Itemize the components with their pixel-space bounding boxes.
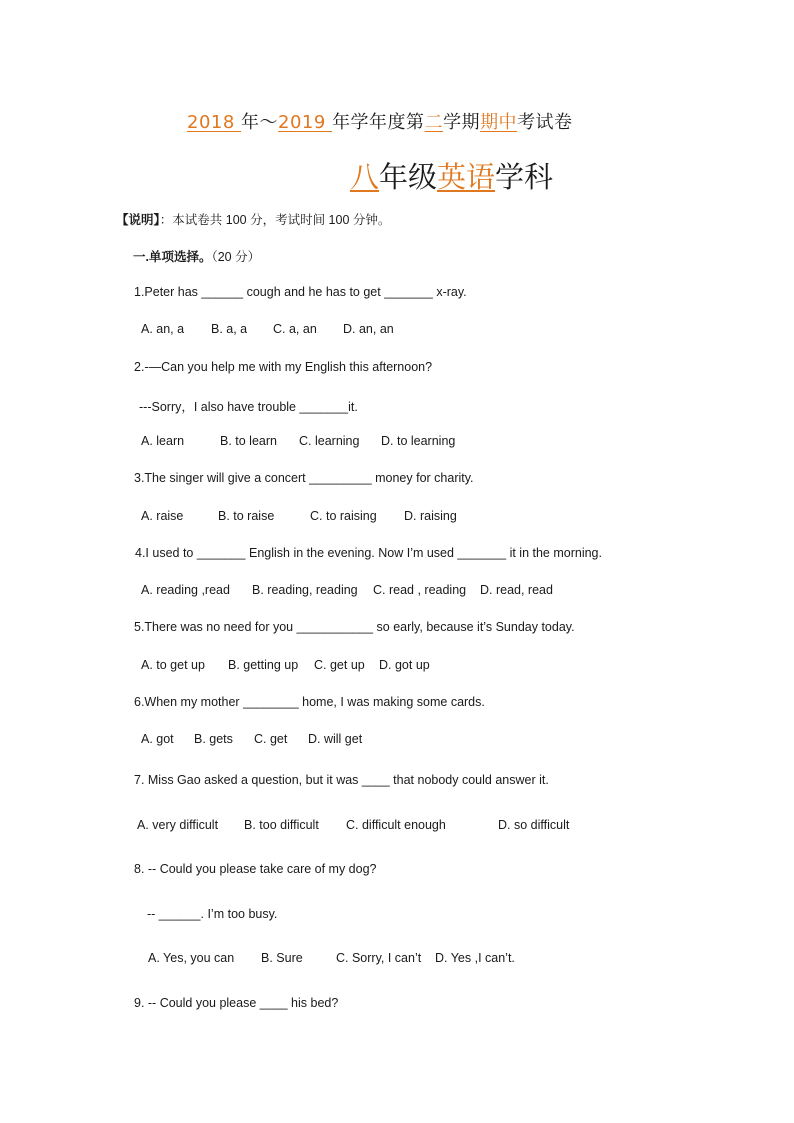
- question-9-stem: 9. -- Could you please ____ his bed?: [134, 996, 339, 1010]
- subtitle-subject: 英语: [437, 160, 496, 194]
- title-term: 二: [424, 112, 444, 133]
- question-8-options: [148, 951, 515, 965]
- option: B. reading, reading: [252, 583, 358, 597]
- question-2-response: ---Sorry，I also have trouble _______it.: [139, 400, 358, 414]
- option: A. got: [141, 732, 174, 746]
- instruction-text: ：本试卷共 100 分，考试时间 100 分钟。: [159, 213, 391, 227]
- title-xueqi: 学期: [443, 112, 481, 133]
- question-1-options: [141, 322, 394, 336]
- section-heading-text: 一.单项选择。: [133, 250, 212, 264]
- question-4-options: [141, 583, 553, 597]
- question-3-options: [141, 509, 457, 523]
- question-5-stem: 5.There was no need for you ___________ so early, because it’s Sunday today.: [134, 620, 575, 634]
- grade-subject-title: [350, 155, 553, 196]
- option: C. learning: [299, 434, 360, 448]
- option: A. an, a: [141, 322, 185, 336]
- option: A. reading ,read: [141, 583, 230, 597]
- option: B. Sure: [261, 951, 303, 965]
- option: D. will get: [308, 732, 363, 746]
- option: C. a, an: [273, 322, 317, 336]
- option: B. to learn: [220, 434, 277, 448]
- exam-title: [187, 108, 573, 134]
- question-6-options: [141, 732, 362, 746]
- question-3-stem: 3.The singer will give a concert _________ money for charity.: [134, 471, 474, 485]
- option: C. get: [254, 732, 288, 746]
- question-7-stem: 7. Miss Gao asked a question, but it was ____ that nobody could answer it.: [134, 773, 549, 787]
- option: B. getting up: [228, 658, 299, 672]
- option: C. Sorry, I can’t: [336, 951, 422, 965]
- subtitle-nianji: 年级: [379, 160, 438, 194]
- question-8-response: -- ______. I’m too busy.: [147, 907, 278, 921]
- option: D. got up: [379, 658, 430, 672]
- subtitle-xueke: 学科: [495, 160, 554, 194]
- instruction-label: 【说明】: [116, 213, 160, 227]
- option: D. read, read: [480, 583, 553, 597]
- question-2-options: [141, 434, 455, 448]
- title-mid: 年学年度第: [332, 112, 425, 133]
- section-points: （20 分）: [211, 250, 261, 264]
- title-year-end: 2019: [278, 112, 333, 133]
- instruction: [116, 210, 390, 228]
- question-6-stem: 6.When my mother ________ home, I was making some cards.: [134, 695, 485, 709]
- question-2-stem: 2.-—Can you help me with my English this afternoon?: [134, 360, 433, 374]
- option: A. very difficult: [137, 818, 219, 832]
- option: D. an, an: [343, 322, 394, 336]
- question-8-stem: 8. -- Could you please take care of my dog?: [134, 862, 377, 876]
- option: A. learn: [141, 434, 185, 448]
- title-tail: 考试卷: [517, 112, 573, 133]
- option: C. read , reading: [373, 583, 467, 597]
- question-1-stem: 1.Peter has ______ cough and he has to get _______ x-ray.: [134, 285, 467, 299]
- option: A. to get up: [141, 658, 205, 672]
- option: D. to learning: [381, 434, 456, 448]
- option: C. to raising: [310, 509, 377, 523]
- subtitle-grade: 八: [350, 160, 380, 194]
- option: B. a, a: [211, 322, 248, 336]
- option: D. raising: [404, 509, 457, 523]
- option: C. difficult enough: [346, 818, 446, 832]
- question-4-stem: 4.I used to _______ English in the evening. Now I’m used _______ it in the morning.: [135, 546, 602, 560]
- option: B. too difficult: [244, 818, 319, 832]
- option: D. Yes ,I can’t.: [435, 951, 515, 965]
- option: A. Yes, you can: [148, 951, 235, 965]
- option: B. gets: [194, 732, 233, 746]
- title-year-start: 2018: [187, 112, 242, 133]
- title-exam-type: 期中: [480, 112, 518, 133]
- section-heading: [133, 247, 260, 265]
- option: D. so difficult: [498, 818, 570, 832]
- question-5-options: [141, 658, 430, 672]
- option: B. to raise: [218, 509, 275, 523]
- title-sep: 年～: [241, 112, 279, 133]
- option: C. get up: [314, 658, 365, 672]
- option: A. raise: [141, 509, 184, 523]
- question-7-options: [137, 818, 569, 832]
